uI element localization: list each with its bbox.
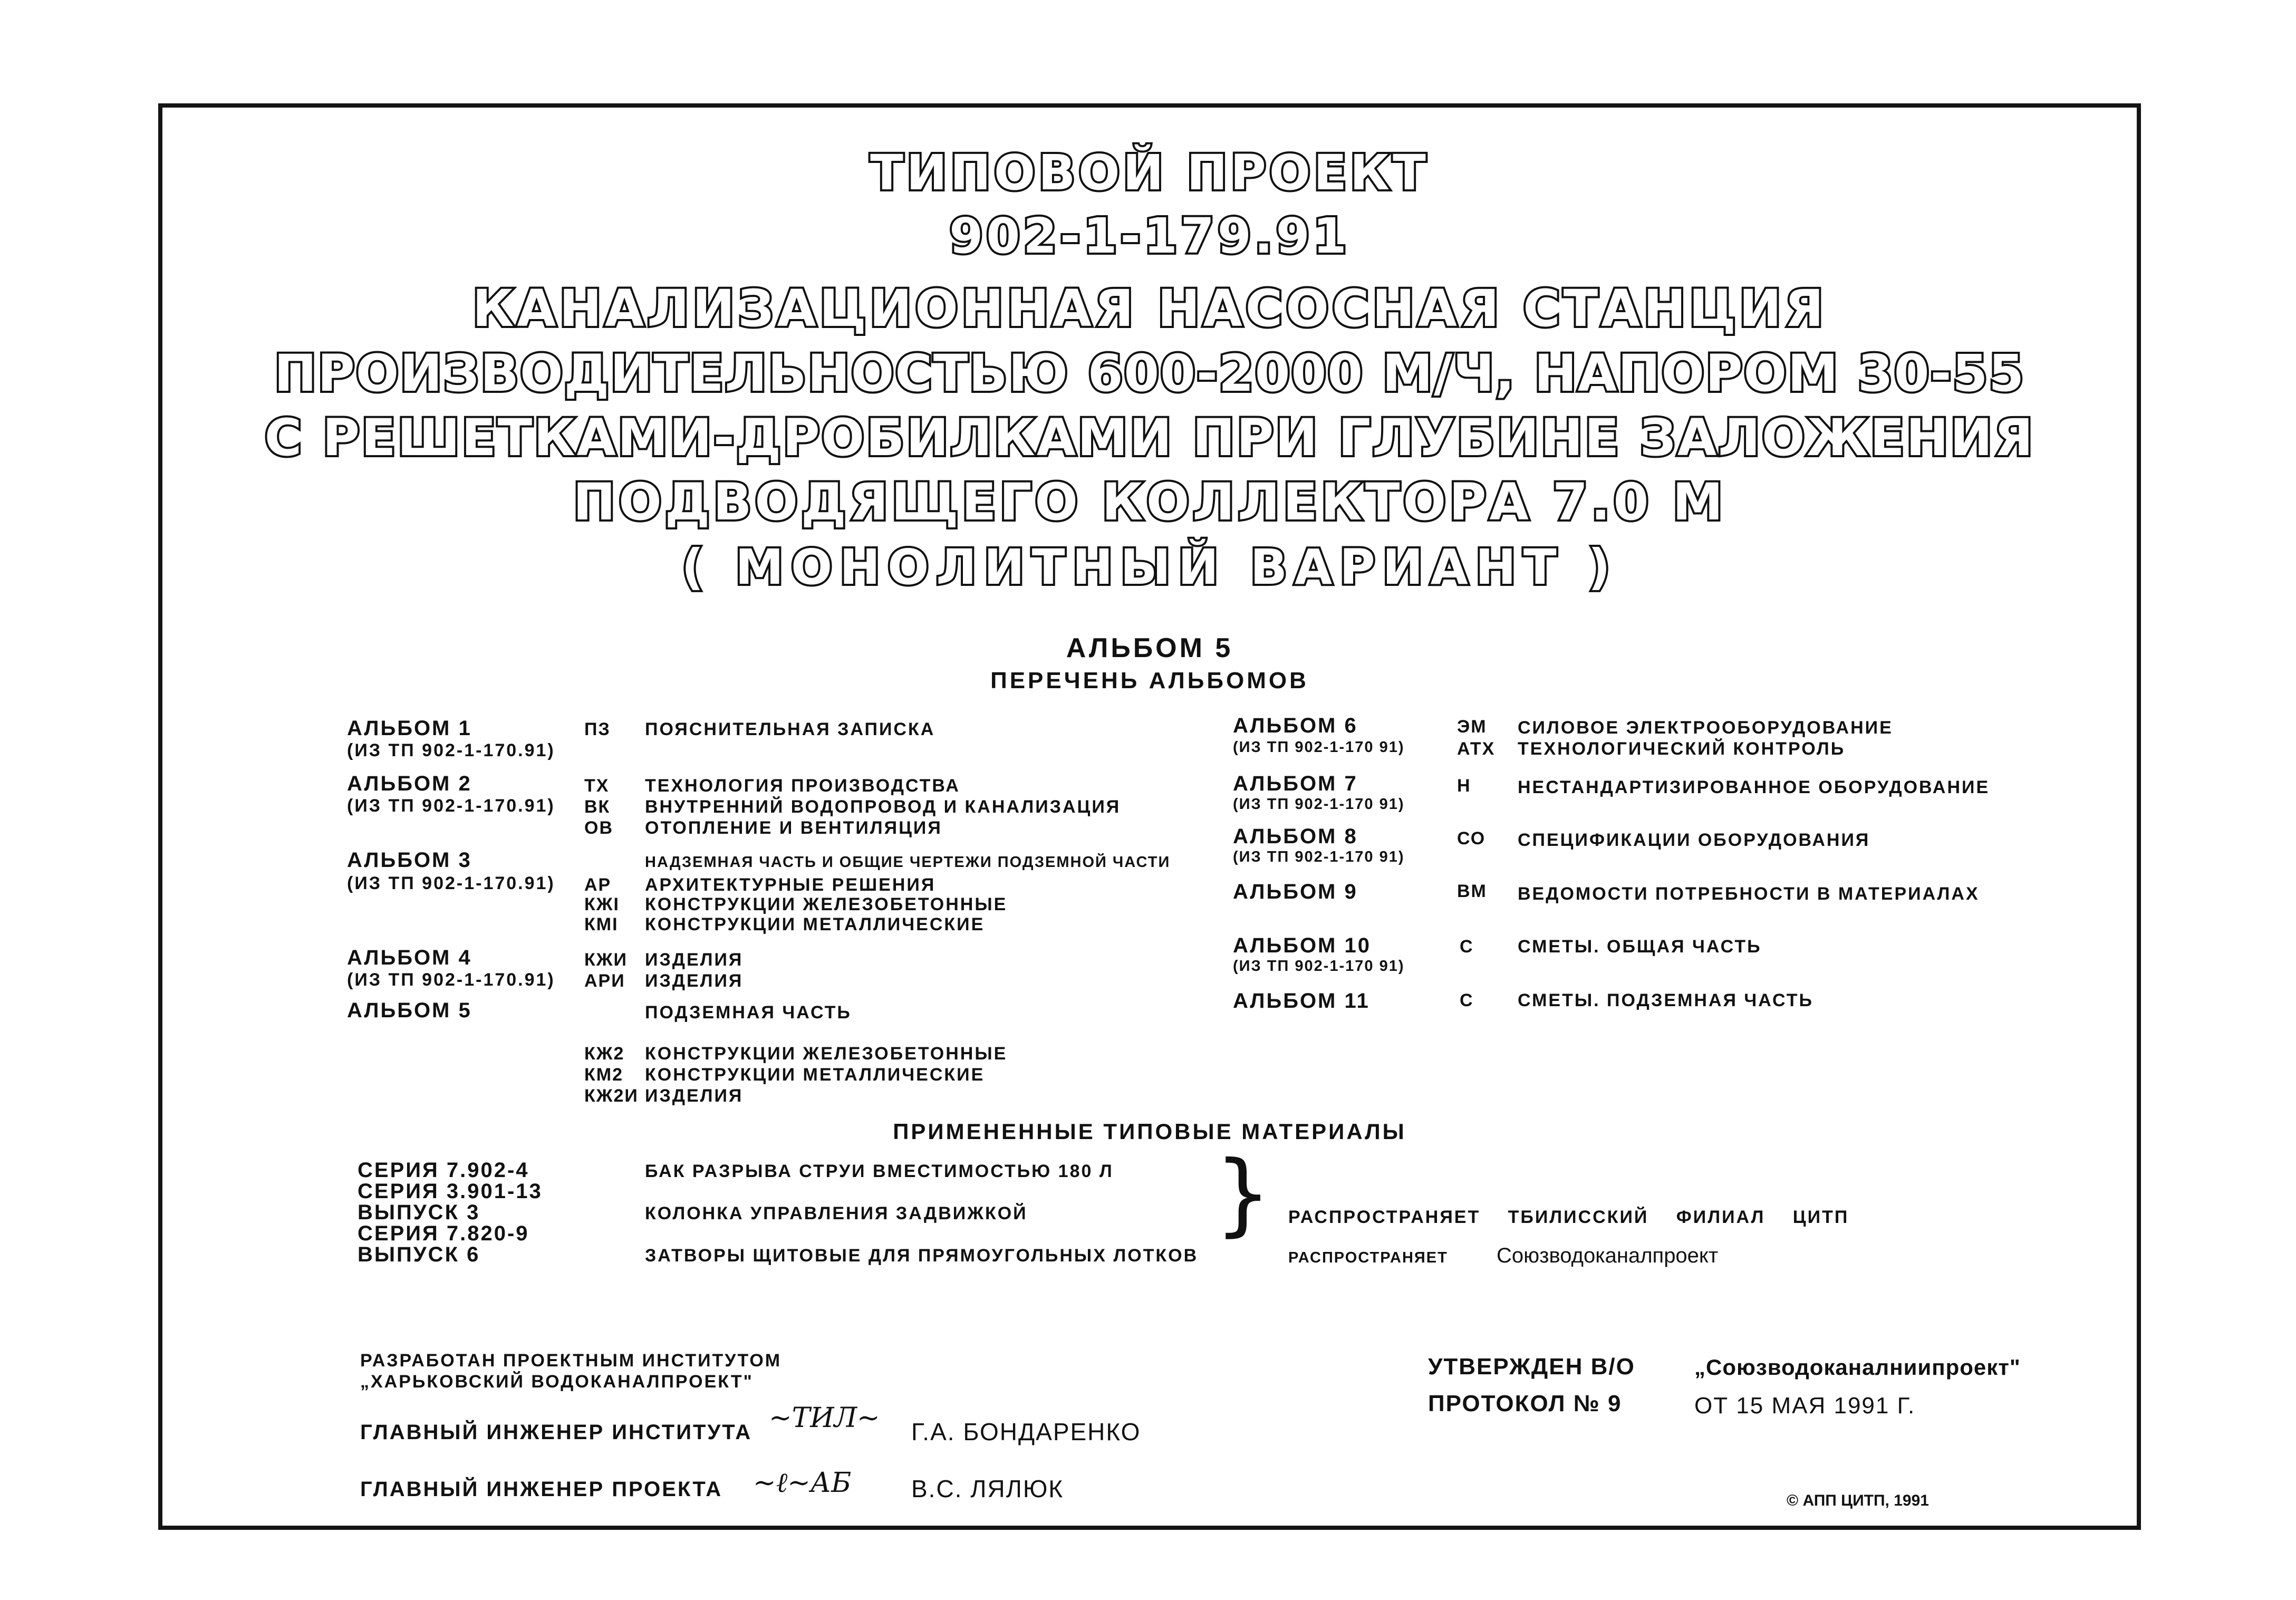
approval-date: ОТ 15 МАЯ 1991 Г. [1694,1393,1916,1419]
left-album-5-code-1: КЖ2 [584,1044,625,1064]
materials-series-4: СЕРИЯ 7.820-9 [358,1222,529,1245]
left-album-1-code: ПЗ [584,719,611,739]
materials-series-5: ВЫПУСК 6 [358,1243,480,1266]
right-album-9-item: ВЕДОМОСТИ ПОТРЕБНОСТИ В МАТЕРИАЛАХ [1518,884,1980,904]
right-album-7-name: АЛЬБОМ 7 [1233,772,1358,795]
left-album-1-source: (ИЗ ТП 902-1-170.91) [347,740,555,760]
right-album-8-code: СО [1457,828,1486,849]
left-album-2-item-2: ВНУТРЕННИЙ ВОДОПРОВОД И КАНАЛИЗАЦИЯ [645,797,1121,817]
album-subtitle: ПЕРЕЧЕНЬ АЛЬБОМОВ [990,668,1309,693]
right-album-7-code: Н [1457,776,1471,796]
right-album-6-item-2: ТЕХНОЛОГИЧЕСКИЙ КОНТРОЛЬ [1518,739,1846,759]
left-album-2-code-3: ОВ [584,818,613,838]
chief-engineer-signature-icon: ~ТИЛ~ [769,1402,880,1434]
left-album-2-code-1: ТХ [584,776,610,796]
right-album-6-source: (ИЗ ТП 902-1-170 91) [1233,739,1405,756]
approved-organization: „Союзводоканалниипроект" [1694,1355,2021,1380]
right-album-9-code: ВМ [1457,881,1487,901]
left-album-2-source: (ИЗ ТП 902-1-170.91) [347,796,555,816]
right-album-10-code: С [1460,937,1474,957]
left-album-3-item-1: НАДЗЕМНАЯ ЧАСТЬ И ОБЩИЕ ЧЕРТЕЖИ ПОДЗЕМНОЙ ЧАСТИ [645,854,1171,871]
right-album-8-source: (ИЗ ТП 902-1-170 91) [1233,849,1405,865]
left-album-1-name: АЛЬБОМ 1 [347,717,472,740]
chief-project-name: В.С. ЛЯЛЮК [911,1475,1064,1502]
copyright: © АПП ЦИТП, 1991 [1787,1492,1929,1509]
materials-item-2: КОЛОНКА УПРАВЛЕНИЯ ЗАДВИЖКОЙ [645,1203,1028,1223]
title-line-variant: ( МОНОЛИТНЫЙ ВАРИАНТ ) [681,539,1618,595]
left-album-4-item-1: ИЗДЕЛИЯ [645,950,744,970]
materials-distributor-2-label: РАСПРОСТРАНЯЕТ [1288,1249,1448,1266]
left-album-2-item-1: ТЕХНОЛОГИЯ ПРОИЗВОДСТВА [645,776,960,796]
right-album-9-name: АЛЬБОМ 9 [1233,880,1358,903]
left-album-2-code-2: ВК [584,797,611,817]
left-album-4-name: АЛЬБОМ 4 [347,946,472,969]
materials-distributor-1: РАСПРОСТРАНЯЕТ ТБИЛИССКИЙ ФИЛИАЛ ЦИТП [1288,1207,1849,1227]
right-album-6-code-1: ЭМ [1457,717,1487,737]
chief-engineer-label: ГЛАВНЫЙ ИНЖЕНЕР ИНСТИТУТА [360,1421,753,1444]
left-album-2-name: АЛЬБОМ 2 [347,772,472,795]
title-line-capacity: ПРОИЗВОДИТЕЛЬНОСТЬЮ 600-2000 М/Ч, НАПОРОМ 30-55 [274,344,2025,403]
right-album-8-item: СПЕЦИФИКАЦИИ ОБОРУДОВАНИЯ [1518,830,1870,850]
left-album-3-item-4: КОНСТРУКЦИИ МЕТАЛЛИЧЕСКИЕ [645,914,985,934]
approved-label: УТВЕРЖДЕН В/О [1428,1354,1635,1380]
materials-series-1: СЕРИЯ 7.902-4 [358,1159,529,1182]
chief-engineer-name: Г.А. БОНДАРЕНКО [911,1418,1141,1445]
developer-line-2: „ХАРЬКОВСКИЙ ВОДОКАНАЛПРОЕКТ" [360,1372,754,1392]
left-album-5-item: ПОДЗЕМНАЯ ЧАСТЬ [645,1003,852,1023]
materials-brace-icon: } [1214,1142,1272,1246]
title-line-project-number: 902-1-179.91 [949,208,1350,264]
left-album-5-subitem-1: КОНСТРУКЦИИ ЖЕЛЕЗОБЕТОННЫЕ [645,1044,1008,1064]
left-album-3-source: (ИЗ ТП 902-1-170.91) [347,873,555,893]
right-album-10-item: СМЕТЫ. ОБЩАЯ ЧАСТЬ [1518,937,1762,957]
right-album-11-code: С [1460,990,1474,1010]
right-album-11-name: АЛЬБОМ 11 [1233,989,1370,1013]
title-line-grates: С РЕШЕТКАМИ-ДРОБИЛКАМИ ПРИ ГЛУБИНЕ ЗАЛОЖЕНИЯ [264,408,2035,467]
left-album-5-name: АЛЬБОМ 5 [347,999,472,1022]
right-album-7-source: (ИЗ ТП 902-1-170 91) [1233,796,1405,813]
materials-distributor-2-org: Союзводоканалпроект [1497,1244,1719,1267]
protocol-number: ПРОТОКОЛ № 9 [1428,1391,1622,1416]
right-album-6-code-2: АТХ [1457,739,1496,759]
left-album-3-item-2: АРХИТЕКТУРНЫЕ РЕШЕНИЯ [645,875,936,895]
right-album-8-name: АЛЬБОМ 8 [1233,825,1358,848]
left-album-2-item-3: ОТОПЛЕНИЕ И ВЕНТИЛЯЦИЯ [645,818,942,838]
left-album-3-name: АЛЬБОМ 3 [347,849,472,872]
chief-project-signature-icon: ~ℓ~АБ [753,1467,852,1499]
right-album-7-item: НЕСТАНДАРТИЗИРОВАННОЕ ОБОРУДОВАНИЕ [1518,777,1990,797]
materials-item-1: БАК РАЗРЫВА СТРУИ ВМЕСТИМОСТЬЮ 180 Л [645,1161,1114,1181]
materials-heading: ПРИМЕНЕННЫЕ ТИПОВЫЕ МАТЕРИАЛЫ [893,1119,1406,1144]
materials-series-2: СЕРИЯ 3.901-13 [358,1180,543,1203]
left-album-3-code-4: КМI [584,914,619,934]
left-album-4-code-1: КЖИ [584,950,628,970]
left-album-5-subitem-3: ИЗДЕЛИЯ [645,1086,744,1106]
left-album-5-subitem-2: КОНСТРУКЦИИ МЕТАЛЛИЧЕСКИЕ [645,1065,985,1085]
title-line-project-type: ТИПОВОЙ ПРОЕКТ [870,144,1429,201]
album-title: АЛЬБОМ 5 [1066,633,1233,663]
right-album-11-item: СМЕТЫ. ПОДЗЕМНАЯ ЧАСТЬ [1518,990,1813,1010]
left-album-4-code-2: АРИ [584,971,625,991]
left-album-3-item-3: КОНСТРУКЦИИ ЖЕЛЕЗОБЕТОННЫЕ [645,894,1008,914]
title-sheet-frame [158,103,2141,1530]
left-album-1-item: ПОЯСНИТЕЛЬНАЯ ЗАПИСКА [645,719,935,739]
chief-project-label: ГЛАВНЫЙ ИНЖЕНЕР ПРОЕКТА [360,1478,723,1501]
right-album-6-item-1: СИЛОВОЕ ЭЛЕКТРООБОРУДОВАНИЕ [1518,718,1893,738]
left-album-5-code-3: КЖ2И [584,1086,639,1106]
right-album-10-source: (ИЗ ТП 902-1-170 91) [1233,958,1405,975]
right-album-10-name: АЛЬБОМ 10 [1233,934,1371,957]
left-album-4-source: (ИЗ ТП 902-1-170.91) [347,970,555,990]
left-album-3-code-3: КЖI [584,894,620,914]
title-line-station: КАНАЛИЗАЦИОННАЯ НАСОСНАЯ СТАНЦИЯ [472,279,1827,338]
left-album-3-code-2: АР [584,875,612,895]
left-album-4-item-2: ИЗДЕЛИЯ [645,971,744,991]
materials-item-3: ЗАТВОРЫ ЩИТОВЫЕ ДЛЯ ПРЯМОУГОЛЬНЫХ ЛОТКОВ [645,1246,1199,1266]
left-album-5-code-2: КМ2 [584,1065,623,1085]
title-line-collector: ПОДВОДЯЩЕГО КОЛЛЕКТОРА 7.0 М [573,473,1726,532]
materials-series-3: ВЫПУСК 3 [358,1201,480,1224]
right-album-6-name: АЛЬБОМ 6 [1233,714,1358,737]
developer-line-1: РАЗРАБОТАН ПРОЕКТНЫМ ИНСТИТУТОМ [360,1351,782,1371]
